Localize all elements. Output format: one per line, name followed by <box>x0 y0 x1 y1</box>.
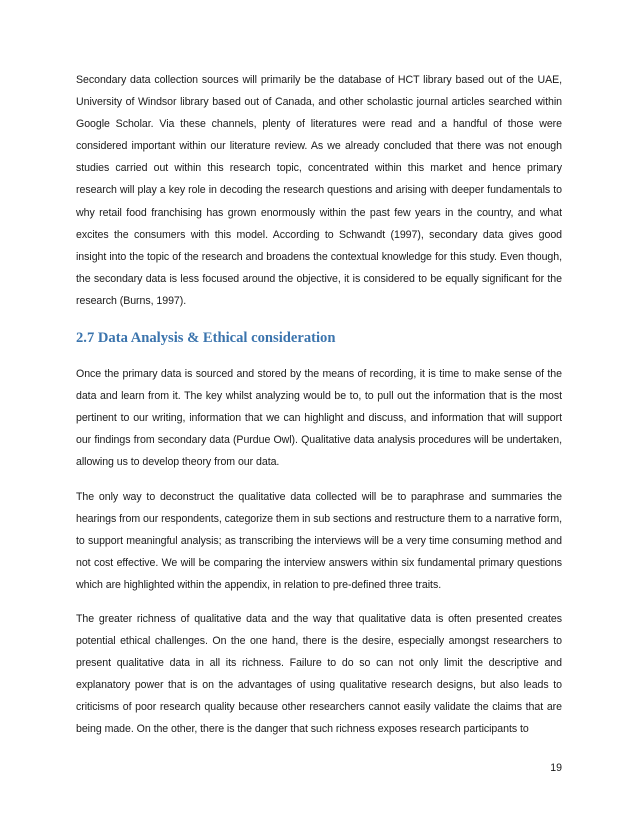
paragraph-primary-data: Once the primary data is sourced and stored by the means of recording, it is time to make sense of the data and learn from it. The key whilst analyzing would be to, to pull out the information that is the most pertinent to our writing, information that we can highlight and discuss, and information that will support our findings from secondary data (Purdue Owl). Qualitative data analysis procedures will be undertaken, allowing us to develop theory from our data. <box>76 368 562 469</box>
paragraph-secondary-data: Secondary data collection sources will primarily be the database of HCT library based out of the UAE, University of Windsor library based out of Canada, and other scholastic journal articles searched within Google Scholar. Via these channels, plenty of literatures were read and a handful of those were considered important within our literature review. As we already concluded that there was not enough studies carried out within this research topic, concentrated within this market and hence primary research will play a key role in decoding the research questions and arising with deeper fundamentals to why retail food franchising has grown enormously within the past few years in the country, and what excites the consumers with this model. According to Schwandt (1997), secondary data gives good insight into the topic of the research and broadens the contextual knowledge for this study. Even though, the secondary data is less focused around the objective, it is considered to be equally significant for the research (Burns, 1997). <box>76 74 562 307</box>
section-heading: 2.7 Data Analysis & Ethical consideration <box>76 330 336 347</box>
paragraph-ethics: The greater richness of qualitative data and the way that qualitative data is often presented creates potential ethical challenges. On the one hand, there is the desire, especially amongst researchers to present qualitative data in all its richness. Failure to do so can not only limit the descriptive and explanatory power that is on the advantages of using qualitative research designs, but also leads to criticisms of poor research quality because other researchers cannot easily validate the claims that are being made. On the other, there is the danger that such richness exposes research participants to <box>76 612 562 736</box>
paragraph-deconstruct: The only way to deconstruct the qualitative data collected will be to paraphrase and summaries the hearings from our respondents, categorize them in sub sections and restructure them to a narrative form, to support meaningful analysis; as transcribing the interviews will be a very time consuming method and not cost effective. We will be comparing the interview answers within six fundamental primary questions which are highlighted within the appendix, in relation to pre-defined three traits. <box>76 490 562 591</box>
page-number: 19 <box>550 762 562 774</box>
page-body <box>76 69 562 741</box>
